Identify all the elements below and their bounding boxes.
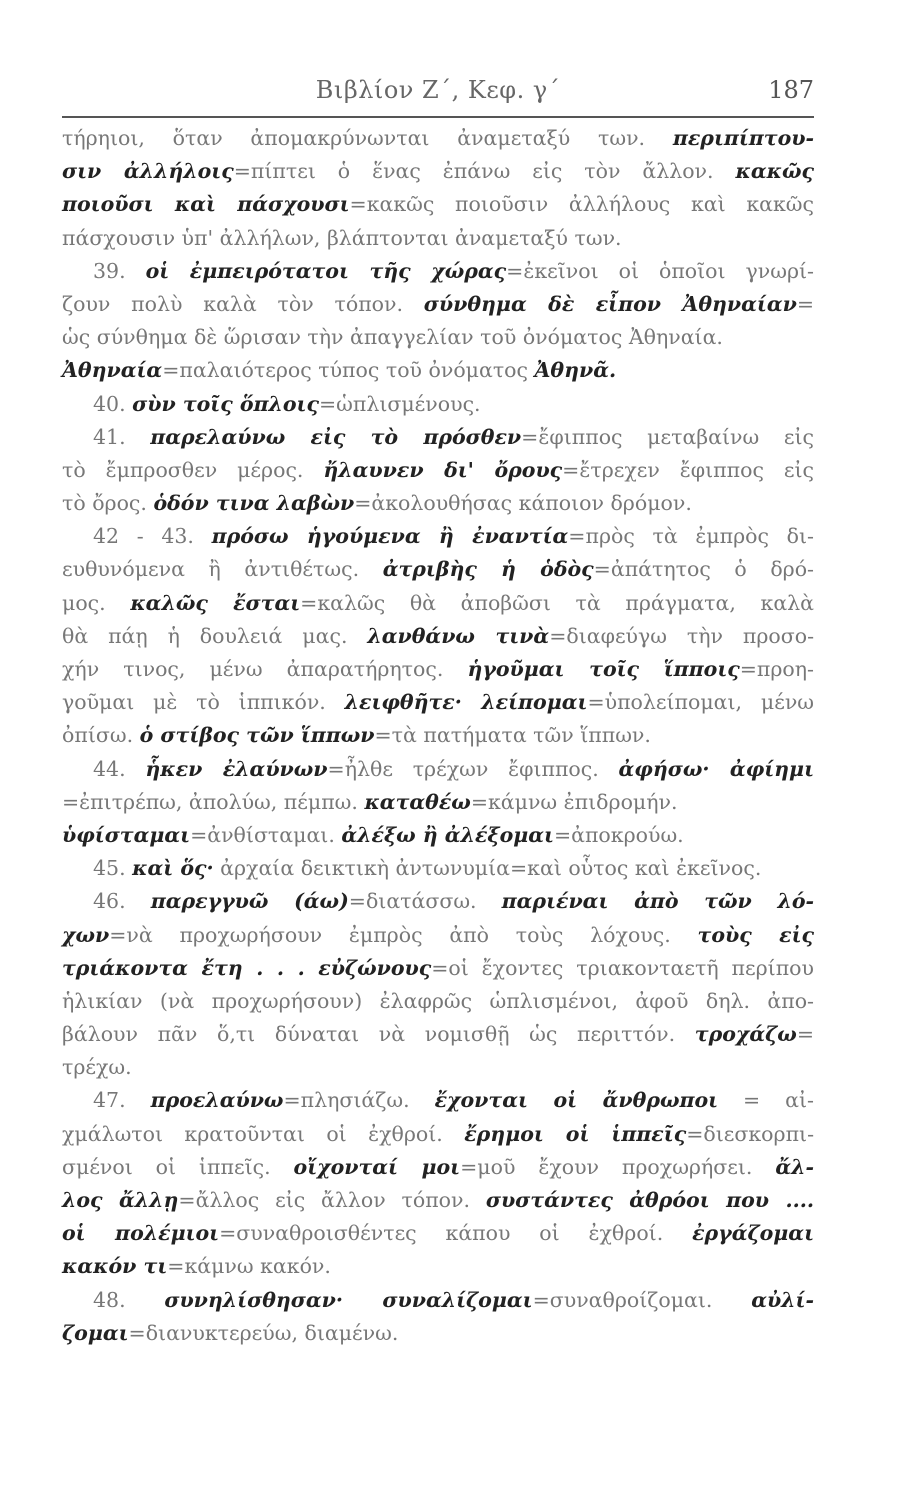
lemma-term: οἴχονταί μοι [293, 1154, 461, 1179]
gloss-text: =οἱ ἔχοντες τριακονταετῆ περίπου [431, 955, 814, 980]
text-line [62, 288, 814, 321]
gloss-text: =διεσκορπι- [686, 1121, 815, 1146]
gloss-text: =παλαιότερος τύπος τοῦ ὀνόματος [162, 358, 535, 383]
page-header [62, 72, 814, 118]
lemma-term: σύνθημα δὲ εἶπον Ἀθηναίαν [423, 291, 797, 316]
lemma-term: ὑφίσταμαι [62, 822, 191, 847]
lemma-term: σιν ἀλλήλοις [62, 159, 234, 184]
text-line [62, 786, 814, 819]
gloss-text: =κάμνω ἐπιδρομήν. [470, 789, 678, 814]
gloss-text: 39. [93, 258, 146, 283]
gloss-text: =ἀποκρούω. [553, 822, 684, 847]
text-line [62, 653, 814, 686]
gloss-text: =ἀκολουθήσας κάποιον δρόμον. [354, 491, 692, 516]
gloss-text: =ἀπάτητος ὁ δρό- [593, 557, 814, 582]
text-line [62, 222, 814, 255]
gloss-text: =ὡπλισμένους. [318, 391, 481, 416]
lemma-term: συνηλίσθησαν· συναλίζομαι [164, 1287, 533, 1312]
text-line [62, 885, 814, 918]
gloss-text: 45. [93, 856, 133, 881]
lemma-term: τοὺς εἰς [697, 922, 814, 947]
text-line [62, 520, 814, 553]
gloss-text: 48. [93, 1287, 165, 1312]
gloss-text: βάλουν πᾶν ὅ,τι δύναται νὰ νομισθῇ ὡς περιττόν. [62, 1022, 695, 1047]
lemma-term: ὁδόν τινα λαβὼν [153, 491, 355, 516]
text-line [62, 819, 814, 852]
lemma-term: περιπίπτου- [672, 126, 814, 150]
gloss-text: 41. [93, 424, 151, 449]
gloss-text: =ὑπολείπομαι, μένω [587, 690, 814, 715]
gloss-text: =ἦλθε τρέχων ἔφιππος. [327, 756, 619, 781]
gloss-text: = [796, 1022, 814, 1047]
text-line [62, 122, 814, 155]
text-line [62, 1051, 814, 1084]
text-line [62, 388, 814, 421]
gloss-text: =ἔφιππος μεταβαίνω εἰς [521, 424, 814, 449]
gloss-text: ὡς σύνθημα δὲ ὥρισαν τὴν ἀπαγγελίαν τοῦ ὀνόματος Ἀθηναία. [62, 325, 723, 350]
text-line [62, 985, 814, 1018]
running-title: Βιβλίον Ζ΄, Κεφ. γ΄ [315, 76, 561, 104]
lemma-term: παρελαύνω εἰς τὸ πρόσθεν [150, 424, 522, 449]
text-line [62, 155, 814, 188]
text-line [62, 919, 814, 952]
lemma-term: οἱ ἐμπειρότατοι τῆς χώρας [145, 258, 507, 283]
text-line [62, 188, 814, 221]
lemma-term: Ἀθηναία [62, 358, 163, 383]
gloss-text: =διανυκτερεύω, διαμένω. [128, 1320, 399, 1345]
lemma-term: καὶ ὅς· [132, 856, 214, 881]
lemma-term: οἱ πολέμιοι [62, 1221, 220, 1246]
gloss-text: =κάμνω κακόν. [167, 1254, 331, 1279]
gloss-text: ζουν πολὺ καλὰ τὸν τόπον. [62, 291, 424, 316]
lemma-term: ζομαι [62, 1320, 129, 1345]
lemma-term: παρεγγυῶ (άω) [150, 889, 349, 914]
gloss-text: =προη- [739, 657, 814, 681]
gloss-text: 47. [93, 1088, 151, 1113]
gloss-text: =διαφεύγω τὴν προσο- [549, 623, 815, 648]
gloss-text: =διατάσσω. [348, 889, 502, 914]
text-line [62, 1184, 814, 1217]
gloss-text: χήν τινος, μένω ἀπαρατήρητος. [62, 657, 468, 681]
gloss-text: 42 - 43. [93, 524, 212, 549]
gloss-text: = [796, 291, 815, 316]
lemma-term: ὁ στίβος τῶν ἵππων [139, 723, 375, 748]
text-line [62, 1284, 814, 1317]
text-line [62, 255, 814, 288]
lemma-term: λανθάνω τινὰ [367, 623, 550, 648]
gloss-text: =καλῶς θὰ ἀποβῶσι τὰ πράγματα, καλὰ [300, 590, 814, 615]
gloss-text: μος. [62, 590, 131, 615]
lemma-term: προελαύνω [150, 1088, 284, 1113]
gloss-text: ἀρχαία δεικτικὴ ἀντωνυμία=καὶ οὗτος καὶ ἐκεῖνος. [213, 856, 762, 881]
text-line [62, 852, 814, 885]
text-line [62, 686, 814, 719]
lemma-term: τριάκοντα ἔτη . . . εὐζώνους [62, 955, 432, 980]
gloss-text: τρέχω. [62, 1055, 132, 1080]
gloss-text: πάσχουσιν ὑπ' ἀλλήλων, βλάπτονται ἀναμεταξύ των. [62, 225, 622, 250]
text-line [62, 1250, 814, 1283]
text-line [62, 553, 814, 586]
gloss-text: =νὰ προχωρήσουν ἐμπρὸς ἀπὸ τοὺς λόχους. [109, 922, 698, 947]
text-line [62, 454, 814, 487]
text-line [62, 421, 814, 454]
gloss-text: =συναθροισθέντες κάπου οἱ ἐχθροί. [219, 1221, 693, 1246]
lemma-term: κακόν τι [62, 1254, 168, 1279]
gloss-text: σμένοι οἱ ἱππεῖς. [62, 1154, 294, 1179]
gloss-text: ευθυνόμενα ἢ ἀντιθέτως. [62, 557, 383, 582]
gloss-text: 40. [93, 391, 133, 416]
text-line [62, 321, 814, 354]
gloss-text: =τὰ πατήματα τῶν ἵππων. [374, 723, 651, 748]
lemma-term: καταθέω [364, 789, 471, 814]
gloss-text: =ἐκεῖνοι οἱ ὁποῖοι γνωρί- [506, 258, 814, 283]
text-line [62, 1118, 814, 1151]
text-line [62, 1018, 814, 1051]
page-number: 187 [768, 76, 814, 104]
lemma-term: ἤλαυνεν δι' ὄρους [323, 457, 563, 482]
gloss-text: =μοῦ ἔχουν προχωρήσει. [460, 1154, 776, 1179]
lemma-term: λος ἄλλῃ [62, 1188, 179, 1212]
gloss-text: χμάλωτοι κρατοῦνται οἱ ἐχθροί. [62, 1121, 465, 1146]
text-line [62, 719, 814, 752]
gloss-text: =ἀνθίσταμαι. [190, 822, 342, 847]
lemma-term: ἔρημοι οἱ ἱππεῖς [464, 1121, 687, 1146]
text-line [62, 1217, 814, 1250]
lemma-term: ἀφήσω· ἀφίημι [618, 756, 814, 781]
gloss-text: =πίπτει ὁ ἕνας ἐπάνω εἰς τὸν ἄλλον. [233, 159, 736, 184]
lemma-term: κακῶς [735, 159, 814, 184]
lemma-term: ἄλ- [775, 1154, 814, 1179]
gloss-text: =ἄλλος εἰς ἄλλον τόπον. [178, 1188, 486, 1212]
lemma-term: ἐργάζομαι [692, 1221, 814, 1246]
text-line [62, 487, 814, 520]
lemma-term: ἀλέξω ἢ ἀλέξομαι [341, 822, 554, 847]
text-line [62, 354, 814, 387]
lemma-term: τροχάζω [694, 1022, 797, 1047]
gloss-text: θὰ πάῃ ἡ δουλειά μας. [62, 623, 368, 648]
gloss-text: =κακῶς ποιοῦσιν ἀλλήλους καὶ κακῶς [349, 192, 814, 217]
gloss-text: ὀπίσω. [62, 723, 140, 748]
gloss-text: =συναθροίζομαι. [532, 1287, 752, 1312]
lemma-term: συστάντες ἀθρόοι που .... [485, 1188, 814, 1212]
gloss-text: τὸ ἔμπροσθεν μέρος. [62, 457, 324, 482]
lemma-term: Ἀθηνᾶ. [534, 358, 617, 383]
text-line [62, 587, 814, 620]
lemma-term: πρόσω ἡγούμενα ἢ ἐναντία [211, 524, 569, 549]
gloss-text: γοῦμαι μὲ τὸ ἱππικόν. [62, 690, 345, 715]
gloss-text: τὸ ὄρος. [62, 491, 154, 516]
text-line [62, 1317, 814, 1350]
gloss-text: 46. [93, 889, 151, 914]
lemma-term: παριέναι ἀπὸ τῶν λό- [501, 889, 815, 914]
gloss-text: =ἔτρεχεν ἔφιππος εἰς [562, 457, 814, 482]
text-line [62, 753, 814, 786]
lemma-term: ἧκεν ἐλαύνων [145, 756, 328, 781]
text-line [62, 1151, 814, 1184]
lemma-term: σὺν τοῖς ὅπλοις [132, 391, 319, 416]
lemma-term: ἡγοῦμαι τοῖς ἵπποις [467, 657, 740, 681]
lemma-term: λειφθῆτε· λείπομαι [344, 690, 588, 715]
lemma-term: ἀτριβὴς ἡ ὁδὸς [382, 557, 594, 582]
gloss-text: 44. [93, 756, 146, 781]
text-line [62, 620, 814, 653]
gloss-text: ἡλικίαν (νὰ προχωρήσουν) ἐλαφρῶς ὡπλισμένοι, ἀφοῦ δηλ. ἀπο- [62, 988, 814, 1013]
text-line [62, 1084, 814, 1117]
text-line [62, 952, 814, 985]
lemma-term: ἔχονται οἱ ἄνθρωποι [434, 1088, 719, 1113]
gloss-text: = αἰ- [718, 1088, 814, 1113]
gloss-text: =πλησιάζω. [283, 1088, 435, 1113]
lemma-term: χων [62, 922, 110, 947]
lemma-term: καλῶς ἔσται [130, 590, 301, 615]
gloss-text: τήρηιοι, ὅταν ἀπομακρύνωνται ἀναμεταξύ των. [62, 126, 673, 150]
gloss-text: =πρὸς τὰ ἐμπρὸς δι- [568, 524, 814, 549]
lemma-term: ποιοῦσι καὶ πάσχουσι [62, 192, 350, 217]
commentary-text [62, 122, 814, 1350]
lemma-term: αὐλί- [751, 1287, 814, 1312]
gloss-text: =ἐπιτρέπω, ἀπολύω, πέμπω. [62, 789, 365, 814]
